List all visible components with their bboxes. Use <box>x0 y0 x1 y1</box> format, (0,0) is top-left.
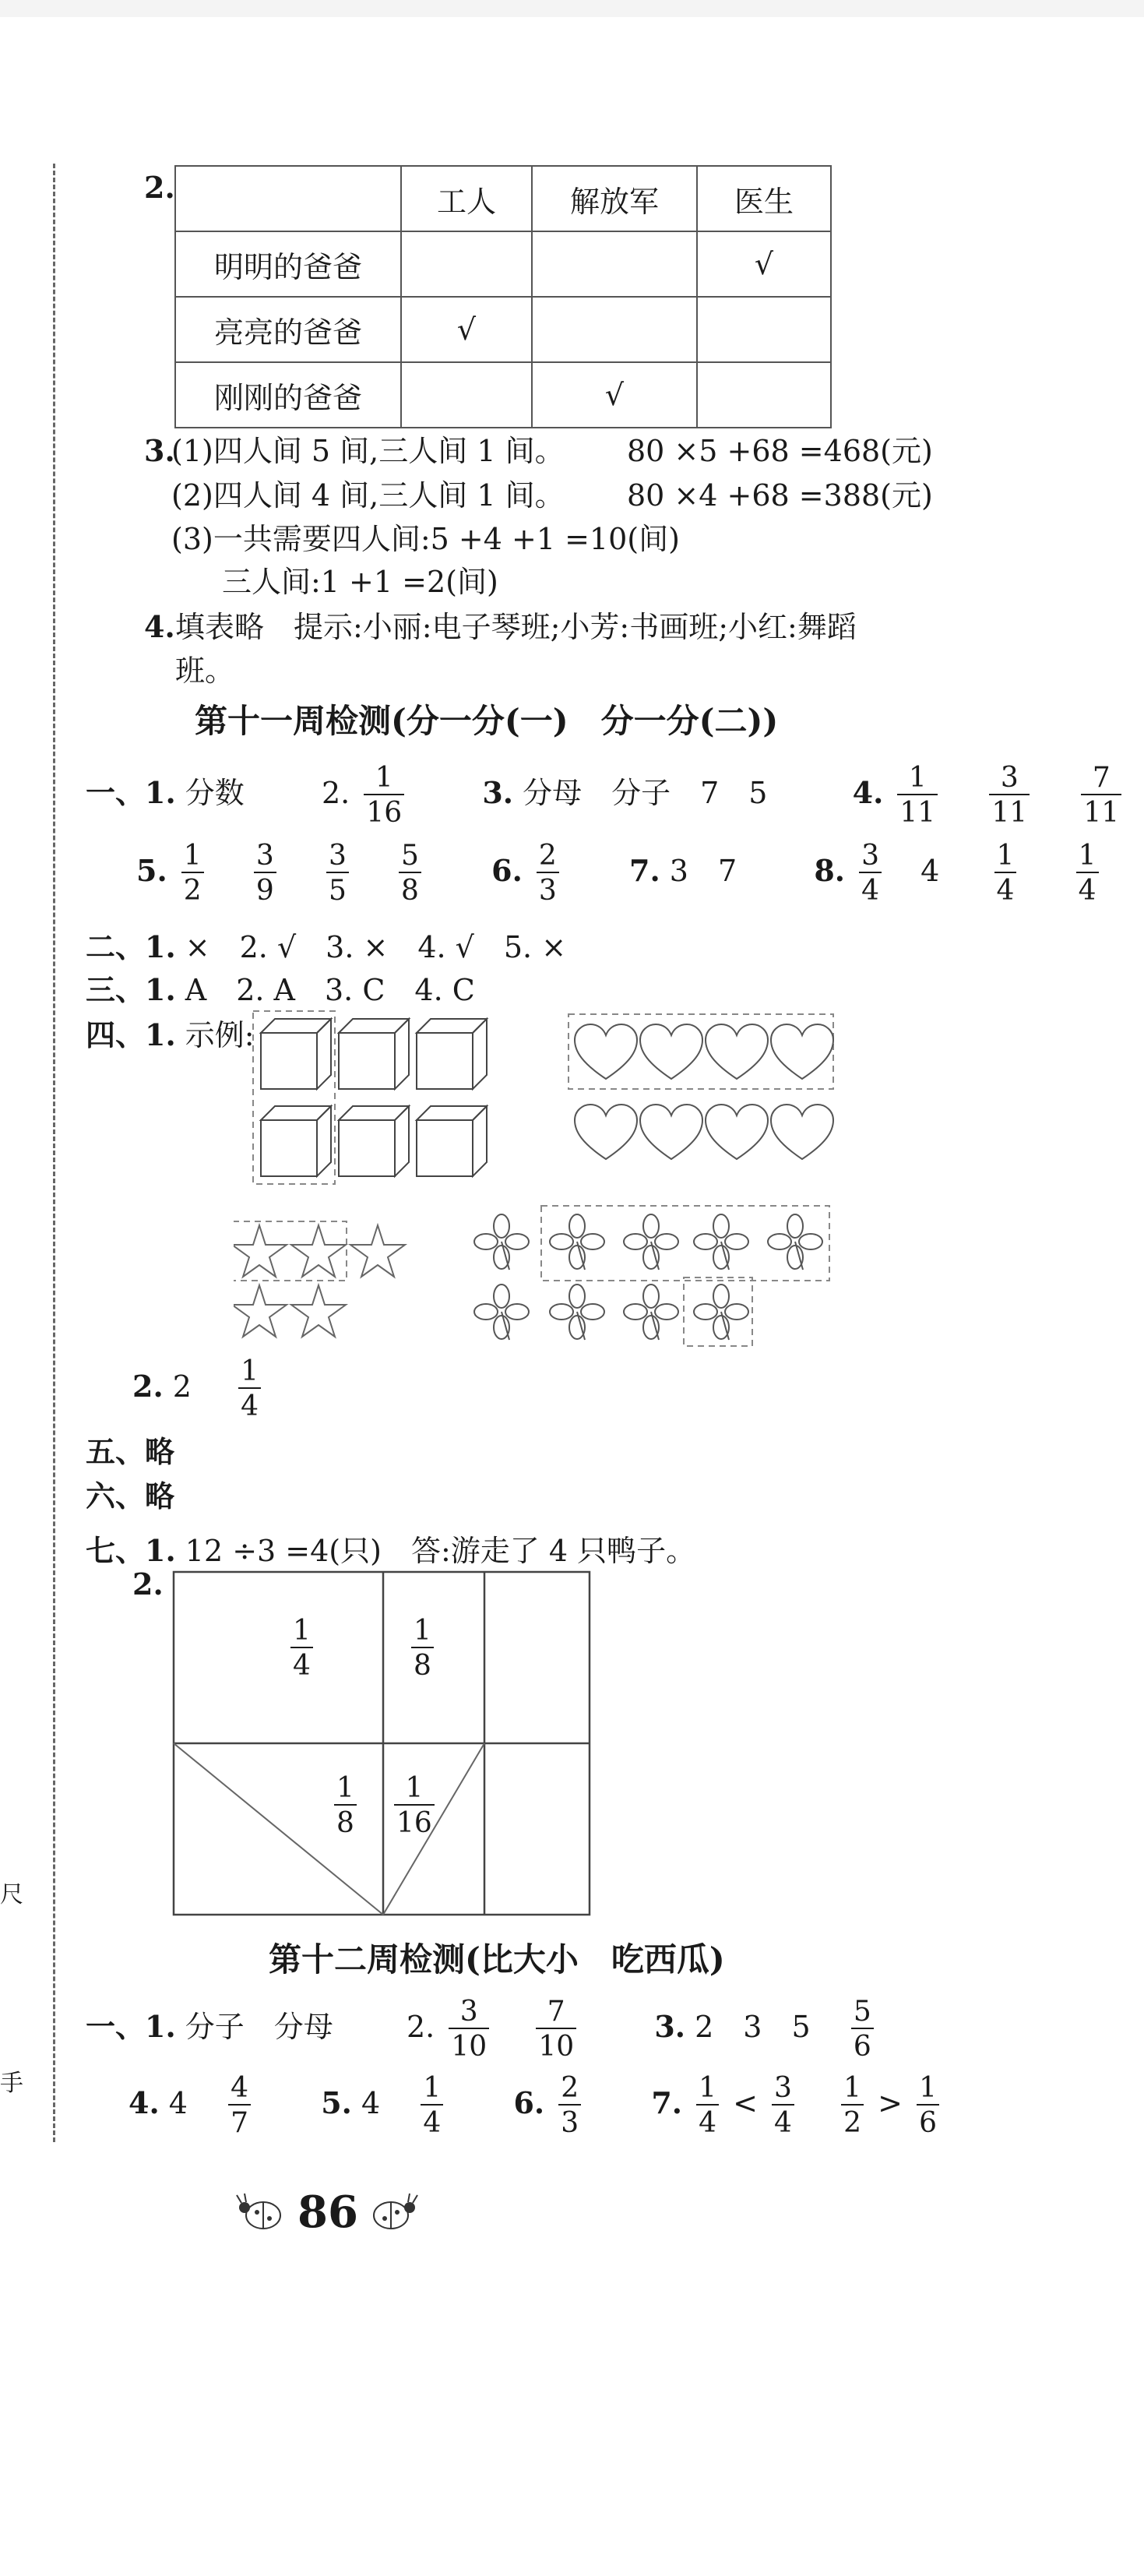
fraction: $\frac{1}{4}$ <box>238 1355 261 1423</box>
item-number: 4. <box>852 774 884 810</box>
table-header-cell: 工人 <box>401 166 532 231</box>
answer-text: 2 3 5 <box>695 2009 811 2044</box>
comparison-sign: < <box>733 2085 758 2120</box>
s11-part1-row2 <box>136 840 1104 907</box>
q3-line-2: (2)四人间 4 间,三人间 1 间。 <box>171 478 565 513</box>
table-row-name: 亮亮的爸爸 <box>175 297 401 362</box>
table-header-cell: 解放军 <box>532 166 697 231</box>
item-label: 一、1. <box>86 2008 176 2044</box>
fraction: $\frac{1}{4}$ <box>696 2072 719 2140</box>
item-number: 6. <box>513 2084 545 2120</box>
fraction: $\frac{1}{4}$ <box>994 840 1017 907</box>
table-cell <box>697 297 831 362</box>
q2-table <box>174 165 832 428</box>
binding-dashed-line <box>53 164 55 2142</box>
q3-line-1-calc: 80 ×5 +68 =468(元) <box>627 434 933 468</box>
item-number: 7. <box>651 2084 682 2120</box>
table-header-row <box>175 166 831 231</box>
item-number: 4. <box>128 2084 160 2120</box>
heart-group <box>568 1014 833 1159</box>
fraction: $\frac{1}{8}$ <box>407 1615 438 1683</box>
s12-part1-row2 <box>128 2072 944 2140</box>
s11-part2 <box>86 923 566 966</box>
item-number: 3. <box>654 2008 685 2044</box>
s11-part7 <box>86 1527 695 1570</box>
answer-text: 12 ÷3 =4(只) 答:游走了 4 只鸭子。 <box>185 1534 696 1568</box>
margin-char-2: 手 <box>0 2070 23 2097</box>
fraction: $\frac{5}{6}$ <box>851 1996 874 2063</box>
s11-part6: 六、略 <box>86 1478 175 1514</box>
answer-text: 分母 分子 7 5 <box>523 775 768 810</box>
answer-text: 分数 <box>185 775 245 810</box>
q4-line-1: 填表略 提示:小丽:电子琴班;小芳:书画班;小红:舞蹈 <box>175 610 857 644</box>
section-11-title: 第十一周检测(分一分(一) 分一分(二)) <box>195 702 779 740</box>
item-label: 四、1. <box>86 1017 176 1052</box>
item-number: 3. <box>482 774 513 810</box>
fraction: $\frac{5}{8}$ <box>399 840 421 907</box>
answer-text: 2 <box>172 1369 192 1404</box>
item-number: 5. <box>136 852 167 888</box>
answer-text: 4 <box>168 2085 188 2120</box>
margin-char-1: 尺 <box>0 1881 23 1908</box>
table-cell <box>532 231 697 297</box>
q2-number: 2. <box>144 170 175 205</box>
item-number: 2. <box>321 775 350 810</box>
q3-line-4: 三人间:1 +1 =2(间) <box>222 565 498 599</box>
fraction: $\frac{1}{8}$ <box>329 1772 361 1840</box>
answer-text: 分子 分母 <box>185 2009 333 2044</box>
page-number: 86 <box>297 2187 358 2238</box>
table-cell: √ <box>697 231 831 297</box>
fraction: $\frac{1}{6}$ <box>917 2072 939 2140</box>
item-label: 三、1. <box>86 972 176 1007</box>
item-number: 5. <box>321 2084 352 2120</box>
fraction: $\frac{3}{4}$ <box>772 2072 794 2140</box>
table-row-name: 明明的爸爸 <box>175 231 401 297</box>
answer-text: 4 <box>361 2085 381 2120</box>
table-cell <box>697 362 831 428</box>
table-cell <box>175 166 401 231</box>
s12-part1-row1 <box>86 1996 878 2063</box>
fraction: $\frac{3}{10}$ <box>449 1996 489 2063</box>
table-cell: √ <box>532 362 697 428</box>
s11-part3 <box>86 966 475 1009</box>
fraction: $\frac{1}{16}$ <box>364 762 404 830</box>
fraction: $\frac{3}{11}$ <box>989 762 1030 830</box>
q3-line-2-calc: 80 ×4 +68 =388(元) <box>627 478 933 513</box>
fraction: $\frac{4}{7}$ <box>228 2072 251 2140</box>
top-shade <box>0 0 1144 17</box>
clover-group <box>474 1206 829 1346</box>
item-label: 二、1. <box>86 929 176 964</box>
s11-part4 <box>86 1011 255 1054</box>
cube-group <box>253 1011 487 1184</box>
fraction: $\frac{1}{2}$ <box>841 2072 864 2140</box>
table-row <box>175 231 831 297</box>
item-number: 8. <box>814 852 845 888</box>
star-group <box>234 1221 405 1337</box>
item-number: 2. <box>132 1368 164 1404</box>
table-cell <box>532 297 697 362</box>
table-row <box>175 362 831 428</box>
table-cell: √ <box>401 297 532 362</box>
fraction: $\frac{3}{5}$ <box>326 840 349 907</box>
table-row-name: 刚刚的爸爸 <box>175 362 401 428</box>
item-number: 6. <box>491 852 523 888</box>
item-label: 一、1. <box>86 774 176 810</box>
table-row <box>175 297 831 362</box>
s11-part7-q2-number: 2. <box>132 1566 164 1602</box>
shapes-illustration <box>234 1005 857 1363</box>
q4-line-2: 班。 <box>175 654 235 688</box>
item-number: 7. <box>629 852 660 888</box>
fraction: $\frac{3}{9}$ <box>254 840 276 907</box>
fraction: $\frac{7}{11}$ <box>1081 762 1121 830</box>
fraction-square-diagram <box>171 1570 592 1920</box>
answer-text: 4 <box>920 853 940 888</box>
q3-line-3: (3)一共需要四人间:5 +4 +1 =10(间) <box>171 522 680 556</box>
table-header-cell: 医生 <box>697 166 831 231</box>
item-label: 七、1. <box>86 1533 176 1568</box>
ladybug-icon <box>234 2189 288 2236</box>
fraction: $\frac{1}{16}$ <box>389 1772 439 1840</box>
q4-number: 4. <box>144 609 175 644</box>
answer-text: A 2. A 3. C 4. C <box>185 973 475 1007</box>
fraction: $\frac{2}{3}$ <box>537 840 559 907</box>
fraction: $\frac{3}{4}$ <box>859 840 882 907</box>
fraction: $\frac{1}{4}$ <box>421 2072 443 2140</box>
item-number: 2. <box>406 2009 435 2044</box>
q3-number: 3. <box>144 433 175 468</box>
s11-part1-row1 <box>86 762 1126 830</box>
q3-line-1: (1)四人间 5 间,三人间 1 间。 <box>171 434 565 468</box>
answer-text: 3 7 <box>669 853 737 888</box>
s11-part5: 五、略 <box>86 1434 175 1469</box>
answer-text: × 2. √ 3. × 4. √ 5. × <box>185 930 567 964</box>
section-12-title: 第十二周检测(比大小 吃西瓜) <box>269 1940 725 1979</box>
answer-text: 示例: <box>185 1018 255 1052</box>
ladybug-icon <box>366 2189 421 2236</box>
fraction: $\frac{1}{11}$ <box>897 762 938 830</box>
fraction: $\frac{2}{3}$ <box>558 2072 581 2140</box>
table-cell <box>401 231 532 297</box>
fraction: $\frac{7}{10}$ <box>536 1996 576 2063</box>
fraction: $\frac{1}{4}$ <box>286 1615 318 1683</box>
fraction: $\frac{1}{4}$ <box>1076 840 1099 907</box>
table-cell <box>401 362 532 428</box>
fraction: $\frac{1}{2}$ <box>181 840 204 907</box>
comparison-sign: > <box>878 2085 903 2120</box>
s11-part4-q2 <box>132 1355 266 1423</box>
